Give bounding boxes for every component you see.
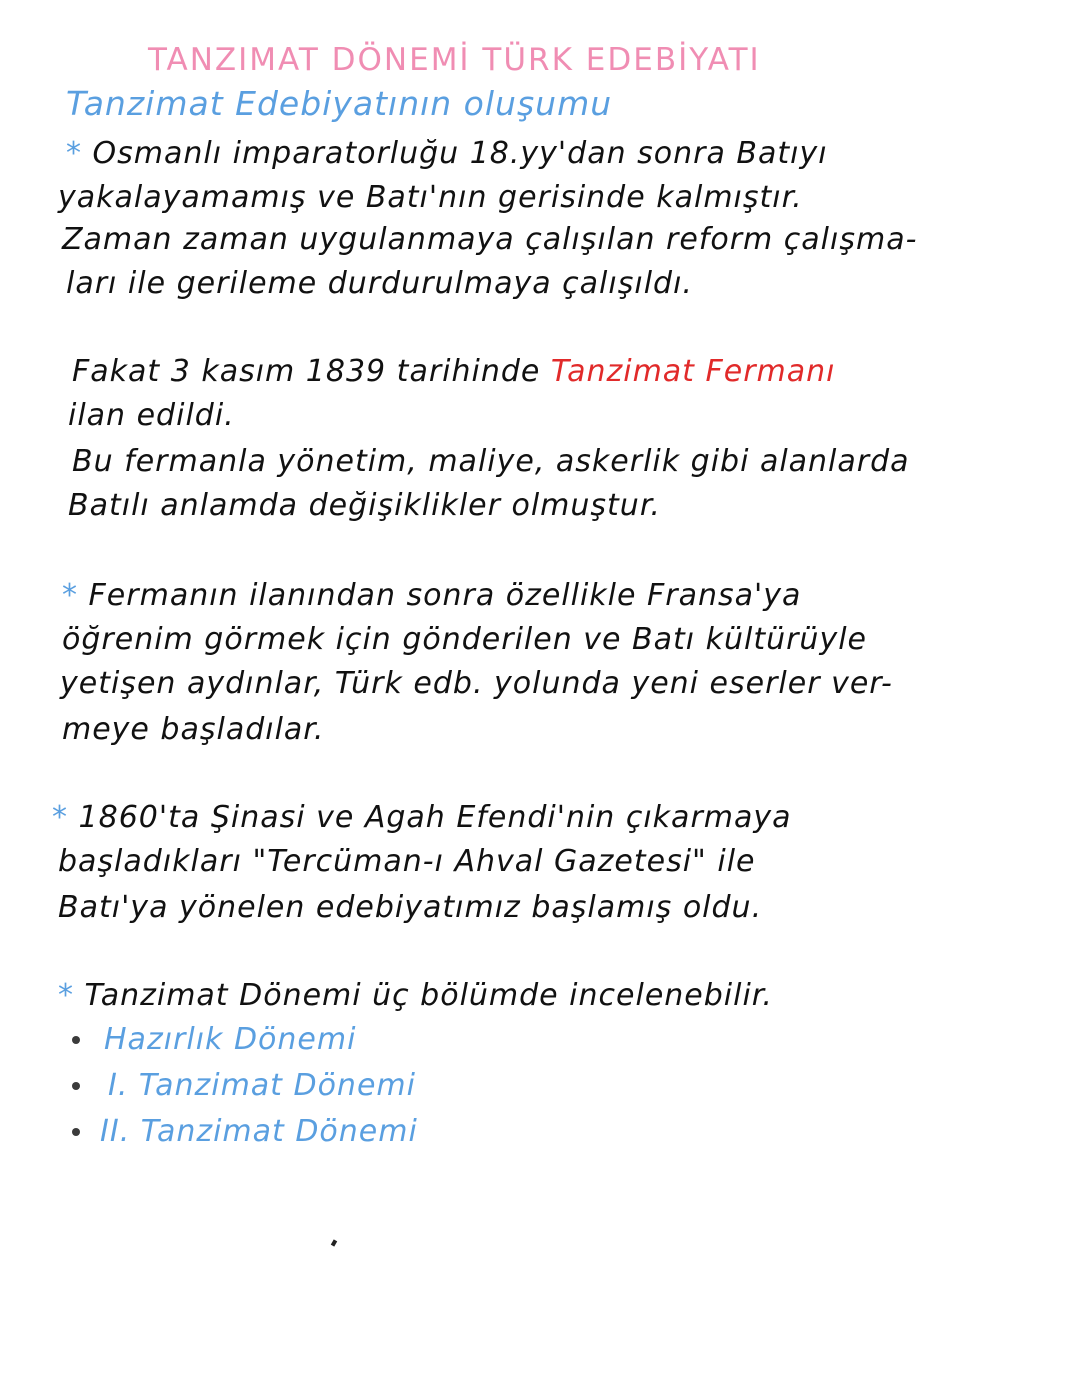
paragraph-1-text: Osmanlı imparatorluğu 18.yy'dan sonra Batıyı [92, 136, 828, 171]
paragraph-1-line-2: yakalayamamış ve Batı'nın gerisinde kalmıştır. [58, 180, 803, 215]
pen-mark [331, 1239, 337, 1246]
tanzimat-fermani-highlight: Tanzimat Fermanı [550, 354, 836, 389]
star-icon: * [66, 136, 82, 171]
paragraph-2-line-4: Batılı anlamda değişiklikler olmuştur. [68, 488, 661, 523]
paragraph-2-line-2: ilan edildi. [68, 398, 235, 433]
paragraph-4-text: 1860'ta Şinasi ve Agah Efendi'nin çıkarmaya [78, 800, 792, 835]
paragraph-5-intro [58, 976, 773, 1016]
paragraph-4-line-2: başladıkları "Tercüman-ı Ahval Gazetesi" ile [58, 844, 756, 879]
bullet-dot-icon [72, 1036, 80, 1044]
list-item: II. Tanzimat Dönemi [100, 1114, 418, 1149]
paragraph-2-line-1 [72, 352, 836, 392]
paragraph-1-line-4: ları ile gerileme durdurulmaya çalışıldı. [66, 266, 693, 301]
list-item: Hazırlık Dönemi [104, 1022, 357, 1057]
paragraph-1-line-3: Zaman zaman uygulanmaya çalışılan reform çalışma- [62, 222, 918, 257]
paragraph-5-text: Tanzimat Dönemi üç bölümde incelenebilir. [84, 978, 773, 1013]
paragraph-3-text: Fermanın ilanından sonra özellikle Fransa'ya [88, 578, 802, 613]
list-item: I. Tanzimat Dönemi [108, 1068, 416, 1103]
paragraph-1-line-1 [66, 134, 828, 174]
paragraph-2-text: Fakat 3 kasım 1839 tarihinde [72, 354, 541, 389]
bullet-dot-icon [72, 1082, 80, 1090]
star-icon: * [58, 978, 74, 1013]
page-title: TANZIMAT DÖNEMİ TÜRK EDEBİYATI [148, 42, 761, 78]
paragraph-3-line-3: yetişen aydınlar, Türk edb. yolunda yeni eserler ver- [60, 666, 893, 701]
bullet-dot-icon [72, 1128, 80, 1136]
paragraph-2-line-3: Bu fermanla yönetim, maliye, askerlik gibi alanlarda [72, 444, 910, 479]
star-icon: * [52, 800, 68, 835]
paragraph-3-line-4: meye başladılar. [62, 712, 325, 747]
paragraph-4-line-1 [52, 798, 792, 838]
paragraph-4-line-3: Batı'ya yönelen edebiyatımız başlamış oldu. [58, 890, 763, 925]
section-heading: Tanzimat Edebiyatının oluşumu [66, 84, 613, 123]
paragraph-3-line-2: öğrenim görmek için gönderilen ve Batı kültürüyle [62, 622, 867, 657]
paragraph-3-line-1 [62, 576, 801, 616]
star-icon: * [62, 578, 78, 613]
